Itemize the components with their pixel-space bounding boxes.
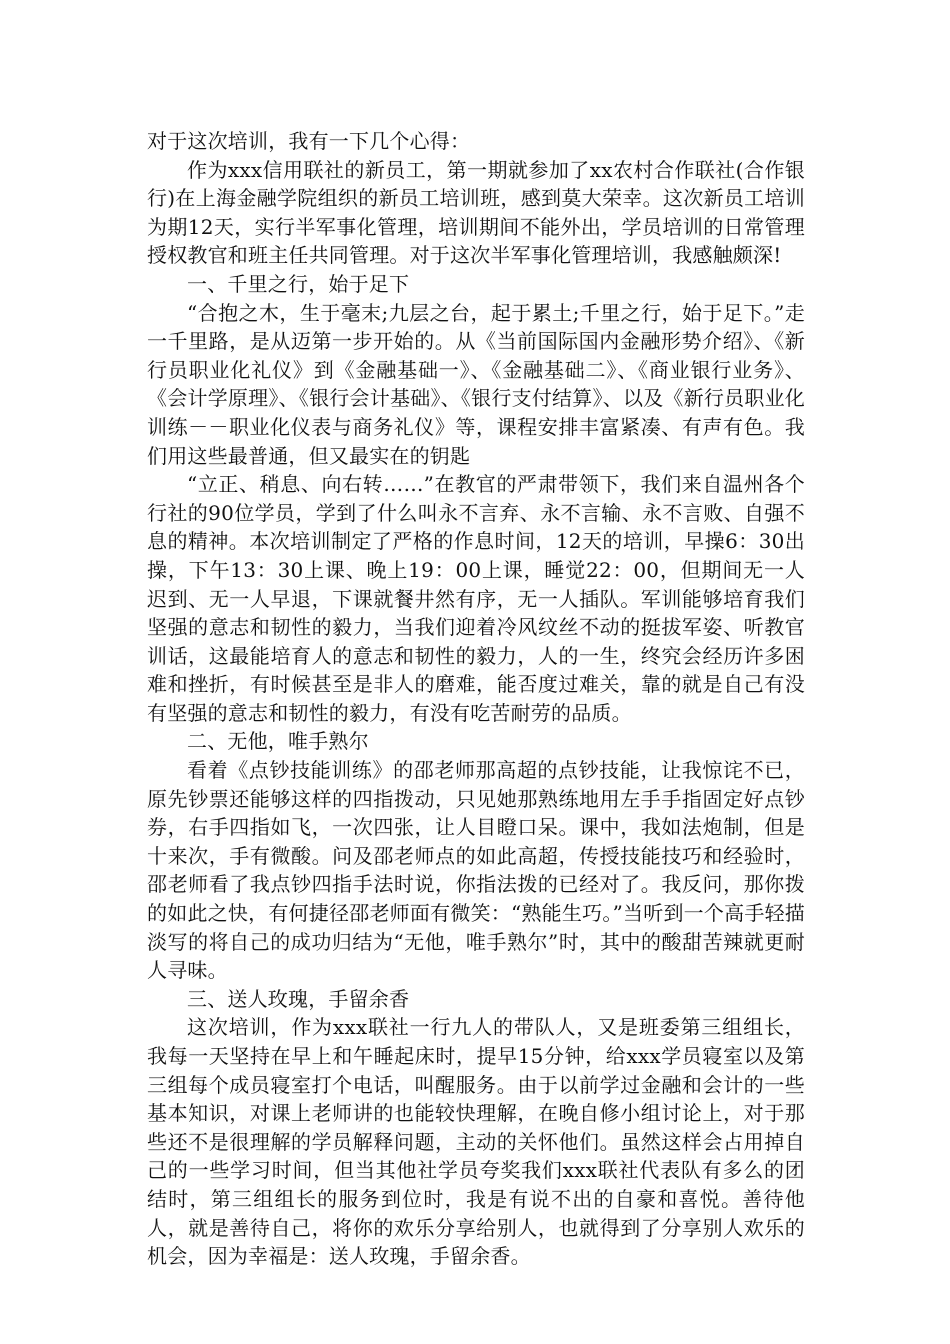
paragraph-5: 这次培训，作为xxx联社一行九人的带队人，又是班委第三组组长，我每一天坚持在早上和午睡起床时，提早15分钟，给xxx学员寝室以及第三组每个成员寝室打个电话，叫醒服务。由于以前学过金融和会计的一些基本知识，对课上老师讲的也能较快理解，在晚自修小组讨论上，对于那些还不是很理解的学员解释问题，主动的关怀他们。虽然这样会占用掉自己的一些学习时间，但当其他社学员夸奖我们xxx联社代表队有多么的团结时，第三组组长的服务到位时，我是有说不出的自豪和喜悦。善待他人，就是善待自己，将你的欢乐分享给别人，也就得到了分享别人欢乐的机会，因为幸福是：送人玫瑰，手留余香。 [147,1015,805,1269]
paragraph-4: 看着《点钞技能训练》的邵老师那高超的点钞技能，让我惊诧不已，原先钞票还能够这样的四指拨动，只见她那熟练地用左手手指固定好点钞券，右手四指如飞，一次四张，让人目瞪口呆。课中，我如法炮制，但是十来次，手有微酸。问及邵老师点的如此高超，传授技能技巧和经验时，邵老师看了我点钞四指手法时说，你指法拨的已经对了。我反问，那你拨的如此之快，有何捷径邵老师面有微笑：“熟能生巧。”当听到一个高手轻描淡写的将自己的成功归结为“无他，唯手熟尔”时，其中的酸甜苦辣就更耐人寻味。 [147,758,805,983]
document-body [147,127,805,1271]
paragraph-2: “合抱之木，生于毫末;九层之台，起于累土;千里之行，始于足下。”走一千里路，是从迈第一步开始的。从《当前国际国内金融形势介绍》、《新行员职业化礼仪》到《金融基础一》、《金融基础二》、《商业银行业务》、《会计学原理》、《银行会计基础》、《银行支付结算》、以及《新行员职业化训练－－职业化仪表与商务礼仪》等，课程安排丰富紧凑、有声有色。我们用这些最普通，但又最实在的钥匙 [147,300,805,468]
intro-paragraph: 对于这次培训，我有一下几个心得： [147,129,471,153]
section-heading-1: 一、千里之行，始于足下 [187,271,410,296]
section-heading-2: 二、无他，唯手熟尔 [187,729,369,754]
paragraph-1: 作为xxx信用联社的新员工，第一期就参加了xx农村合作联社(合作银行)在上海金融学院组织的新员工培训班，感到莫大荣幸。这次新员工培训为期12天，实行半军事化管理，培训期间不能外出，学员培训的日常管理授权教官和班主任共同管理。对于这次半军事化管理培训，我感触颇深! [147,157,805,268]
paragraph-3: “立正、稍息、向右转……”在教官的严肃带领下，我们来自温州各个行社的90位学员，学到了什么叫永不言弃、永不言输、永不言败、自强不息的精神。本次培训制定了严格的作息时间，12天的培训，早操6：30出操，下午13：30上课、晚上19：00上课，睡觉22：00，但期间无一人迟到、无一人早退，下课就餐井然有序，无一人插队。军训能够培育我们坚强的意志和韧性的毅力，当我们迎着冷风纹丝不动的挺拔军姿、听教官训话，这最能培育人的意志和韧性的毅力，人的一生，终究会经历许多困难和挫折，有时候甚至是非人的磨难，能否度过难关，靠的就是自己有没有坚强的意志和韧性的毅力，有没有吃苦耐劳的品质。 [147,472,805,725]
section-heading-3: 三、送人玫瑰，手留余香 [187,986,410,1011]
